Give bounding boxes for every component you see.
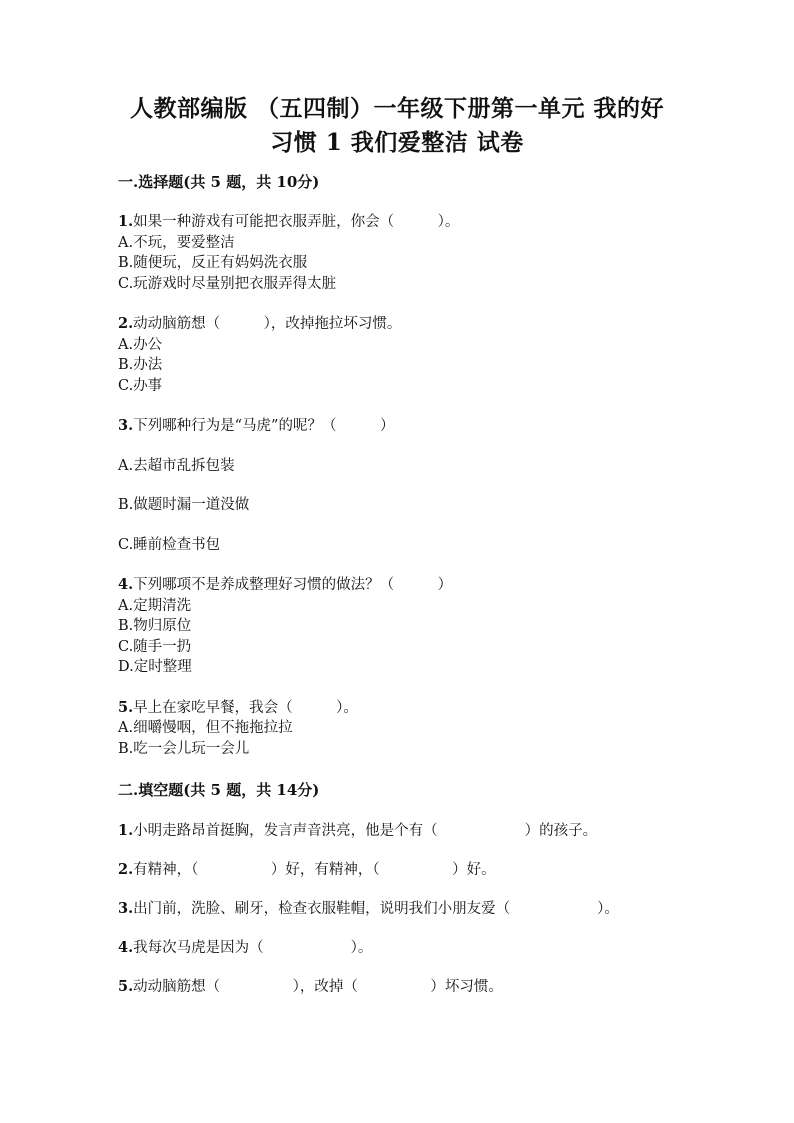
- option-a: A.定期清洗: [118, 597, 192, 614]
- option-d: D.定时整理: [118, 659, 192, 675]
- choice-question-1: [118, 212, 676, 294]
- choice-question-4: [118, 575, 676, 678]
- fill-questions: [118, 821, 676, 997]
- option-b: B.随便玩，反正有妈妈洗衣服: [118, 255, 308, 271]
- question-text: 动动脑筋想（ ），改掉（ ）坏习惯。: [133, 979, 503, 995]
- option-a: A.不玩，要爱整洁: [118, 234, 235, 251]
- question-number: 1.: [118, 213, 134, 230]
- question-text: 有精神，（ ）好，有精神，（ ）好。: [133, 862, 496, 878]
- choice-question-5: [118, 698, 676, 760]
- question-number: 2.: [118, 861, 134, 878]
- exam-title: [118, 92, 676, 160]
- title-line-2: 习惯 1 我们爱整洁 试卷: [270, 129, 524, 156]
- question-number: 3.: [118, 417, 134, 434]
- option-b: B.物归原位: [118, 618, 192, 634]
- question-number: 1.: [118, 822, 134, 839]
- question-stem: 下列哪项不是养成整理好习惯的做法？（ ）: [133, 577, 453, 593]
- option-b: B.做题时漏一道没做: [118, 497, 250, 513]
- section-2-heading: 二.填空题(共 5 题，共 14分): [118, 781, 320, 799]
- fill-question-1: [118, 821, 676, 841]
- option-a: A.细嚼慢咽，但不拖拖拉拉: [118, 720, 293, 736]
- option-c: C.睡前检查书包: [118, 536, 221, 553]
- choice-question-2: [118, 314, 676, 396]
- option-c: C.玩游戏时尽量别把衣服弄得太脏: [118, 275, 337, 292]
- question-stem: 下列哪种行为是“马虎”的呢？（ ）: [133, 418, 395, 434]
- option-a: A.去超市乱拆包装: [118, 457, 235, 474]
- option-a: A.办公: [118, 336, 163, 353]
- option-b: B.吃一会儿玩一会儿: [118, 740, 250, 757]
- question-number: 4.: [118, 576, 134, 593]
- option-c: C.随手一扔: [118, 638, 192, 655]
- question-number: 4.: [118, 939, 134, 956]
- question-number: 3.: [118, 900, 134, 917]
- question-text: 我每次马虎是因为（ ）。: [133, 940, 373, 956]
- question-text: 出门前，洗脸、刷牙，检查衣服鞋帽，说明我们小朋友爱（ ）。: [133, 901, 619, 917]
- title-line-1: 人教部编版 （五四制）一年级下册第一单元 我的好: [129, 95, 664, 122]
- fill-question-5: [118, 977, 676, 997]
- question-stem: 动动脑筋想（ ），改掉拖拉坏习惯。: [133, 316, 402, 332]
- question-number: 5.: [118, 978, 134, 995]
- question-stem: 早上在家吃早餐，我会（ ）。: [133, 699, 358, 716]
- question-number: 5.: [118, 698, 134, 716]
- question-number: 2.: [118, 315, 134, 332]
- option-b: B.办法: [118, 357, 163, 373]
- question-text: 小明走路昂首挺胸，发言声音洪亮，他是个有（ ）的孩子。: [133, 823, 598, 839]
- choice-question-3: [118, 416, 676, 555]
- section-1-heading: 一.选择题(共 5 题，共 10分): [118, 173, 320, 191]
- fill-question-3: [118, 899, 676, 919]
- option-c: C.办事: [118, 377, 163, 394]
- fill-question-4: [118, 938, 676, 958]
- fill-question-2: [118, 860, 676, 880]
- question-stem: 如果一种游戏有可能把衣服弄脏，你会（ ）。: [133, 214, 460, 230]
